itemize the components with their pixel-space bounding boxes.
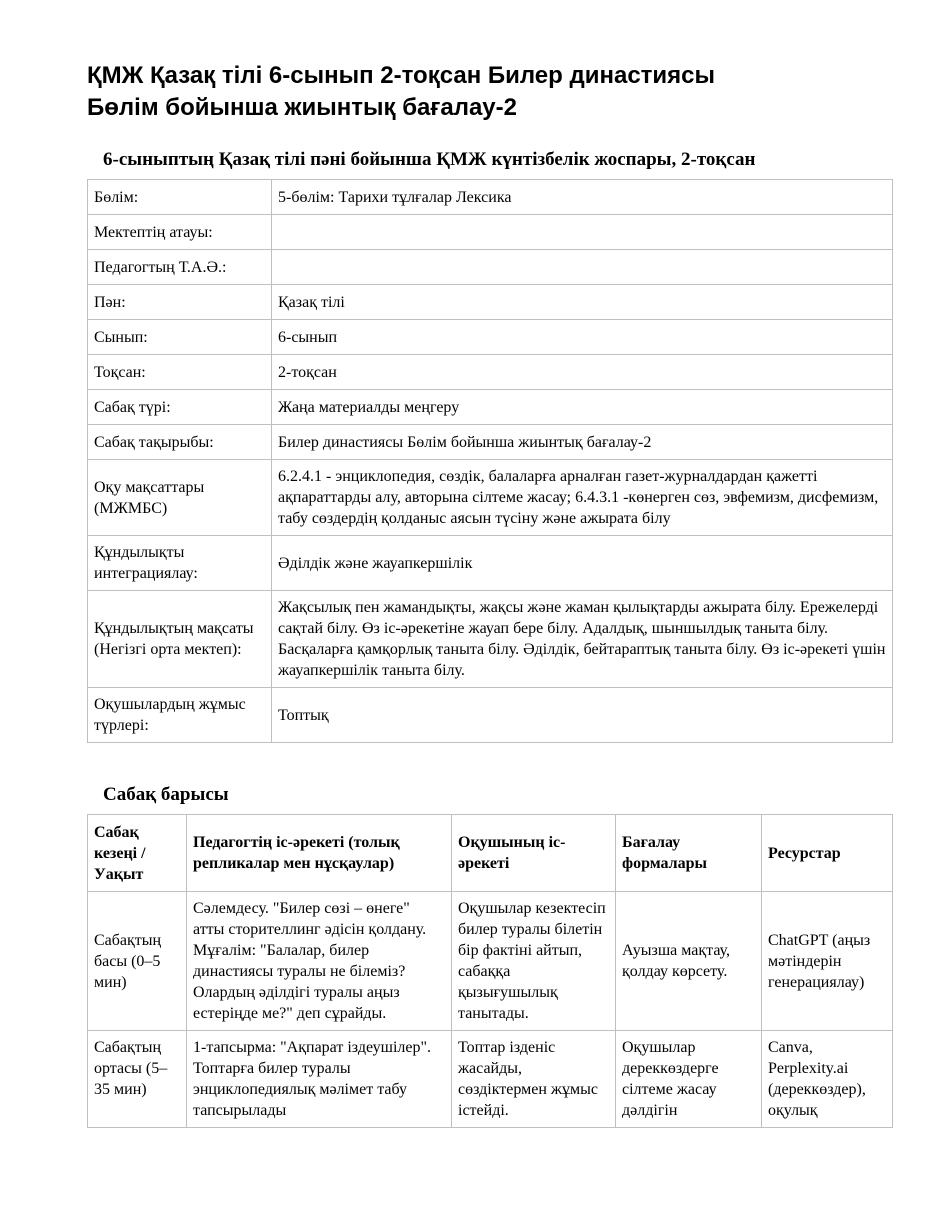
- info-label: Мектептің атауы:: [88, 215, 272, 250]
- info-label: Сынып:: [88, 320, 272, 355]
- table-row: [88, 536, 893, 591]
- table-row: [88, 591, 893, 688]
- info-value: Қазақ тілі: [272, 285, 893, 320]
- info-label: Пән:: [88, 285, 272, 320]
- table-row: [88, 892, 893, 1031]
- plan-heading: 6-сыныптың Қазақ тілі пәні бойынша ҚМЖ күнтізбелік жоспары, 2-тоқсан: [103, 149, 756, 170]
- info-value: Топтық: [272, 688, 893, 743]
- info-label: Педагогтың Т.А.Ә.:: [88, 250, 272, 285]
- table-row: [88, 688, 893, 743]
- info-label: Тоқсан:: [88, 355, 272, 390]
- table-row: [88, 250, 893, 285]
- info-value: Жақсылық пен жамандықты, жақсы және жаман қылықтарды ажырата білу. Ережелерді сақтай білу. Өз іс-әрекетіне жауап бере білу. Адалдық, шыншылдық таныта білу. Басқаларға қамқорлық таныта білу. Әділдік, бейтараптық таныта білу. Өз іс-әрекеті үшін жауапкершілік таныта білу.: [272, 591, 893, 688]
- table-row: [88, 1031, 893, 1128]
- info-value: 5-бөлім: Тарихи тұлғалар Лексика: [272, 180, 893, 215]
- table-header-row: [88, 815, 893, 892]
- lesson-table: [87, 814, 893, 1128]
- cell-assessment: Оқушылар дереккөздерге сілтеме жасау дәлдігін: [616, 1031, 762, 1128]
- table-row: [88, 180, 893, 215]
- cell-teacher: Сәлемдесу. "Билер сөзі – өнеге" атты сторителлинг әдісін қолдану. Мұғалім: "Балалар, билер династиясы туралы не білеміз? Олардың әділдігі туралы аңыз естеріңде ме?" деп сұрайды.: [187, 892, 452, 1031]
- info-label: Құндылықты интеграциялау:: [88, 536, 272, 591]
- document-title-line2: Бөлім бойынша жиынтық бағалау-2: [87, 94, 517, 121]
- info-value: 6-сынып: [272, 320, 893, 355]
- header-resources: Ресурстар: [762, 815, 893, 892]
- cell-assessment: Ауызша мақтау, қолдау көрсету.: [616, 892, 762, 1031]
- info-label: Бөлім:: [88, 180, 272, 215]
- document-title-line1: ҚМЖ Қазақ тілі 6-сынып 2-тоқсан Билер династиясы: [87, 62, 716, 89]
- header-stage: Сабақ кезеңі / Уақыт: [88, 815, 187, 892]
- info-label: Оқу мақсаттары (МЖМБС): [88, 460, 272, 536]
- info-label: Сабақ тақырыбы:: [88, 425, 272, 460]
- lesson-heading: Сабақ барысы: [103, 784, 229, 805]
- document-title: [87, 60, 887, 124]
- cell-teacher: 1-тапсырма: "Ақпарат іздеушілер". Топтарға билер туралы энциклопедиялық мәлімет табу тапсырылады: [187, 1031, 452, 1128]
- header-teacher: Педагогтің іс-әрекеті (толық репликалар мен нұсқаулар): [187, 815, 452, 892]
- header-student: Оқушының іс-әрекеті: [452, 815, 616, 892]
- table-row: [88, 390, 893, 425]
- info-value: Билер династиясы Бөлім бойынша жиынтық бағалау-2: [272, 425, 893, 460]
- info-value: [272, 250, 893, 285]
- table-row: [88, 460, 893, 536]
- info-value: [272, 215, 893, 250]
- table-row: [88, 320, 893, 355]
- table-row: [88, 215, 893, 250]
- cell-student: Топтар ізденіс жасайды, сөздіктермен жұмыс істейді.: [452, 1031, 616, 1128]
- cell-student: Оқушылар кезектесіп билер туралы білетін бір фактіні айтып, сабаққа қызығушылық танытады.: [452, 892, 616, 1031]
- cell-resources: ChatGPT (аңыз мәтіндерін генерациялау): [762, 892, 893, 1031]
- table-row: [88, 355, 893, 390]
- info-label: Оқушылардың жұмыс түрлері:: [88, 688, 272, 743]
- cell-stage: Сабақтың басы (0–5 мин): [88, 892, 187, 1031]
- info-label: Сабақ түрі:: [88, 390, 272, 425]
- info-label: Құндылықтың мақсаты (Негізгі орта мектеп):: [88, 591, 272, 688]
- header-assessment: Бағалау формалары: [616, 815, 762, 892]
- cell-resources: Canva, Perplexity.ai (дереккөздер), оқулық: [762, 1031, 893, 1128]
- table-row: [88, 425, 893, 460]
- info-value: 6.2.4.1 - энциклопедия, сөздік, балаларға арналған газет-журналдардан қажетті ақпараттарды алу, авторына сілтеме жасау; 6.4.3.1 -көнерген сөз, эвфемизм, дисфемизм, табу сөздердің қолданыс аясын түсіну және ажырата білу: [272, 460, 893, 536]
- table-row: [88, 285, 893, 320]
- info-value: Әділдік және жауапкершілік: [272, 536, 893, 591]
- info-value: Жаңа материалды меңгеру: [272, 390, 893, 425]
- info-value: 2-тоқсан: [272, 355, 893, 390]
- info-table: [87, 179, 893, 743]
- cell-stage: Сабақтың ортасы (5–35 мин): [88, 1031, 187, 1128]
